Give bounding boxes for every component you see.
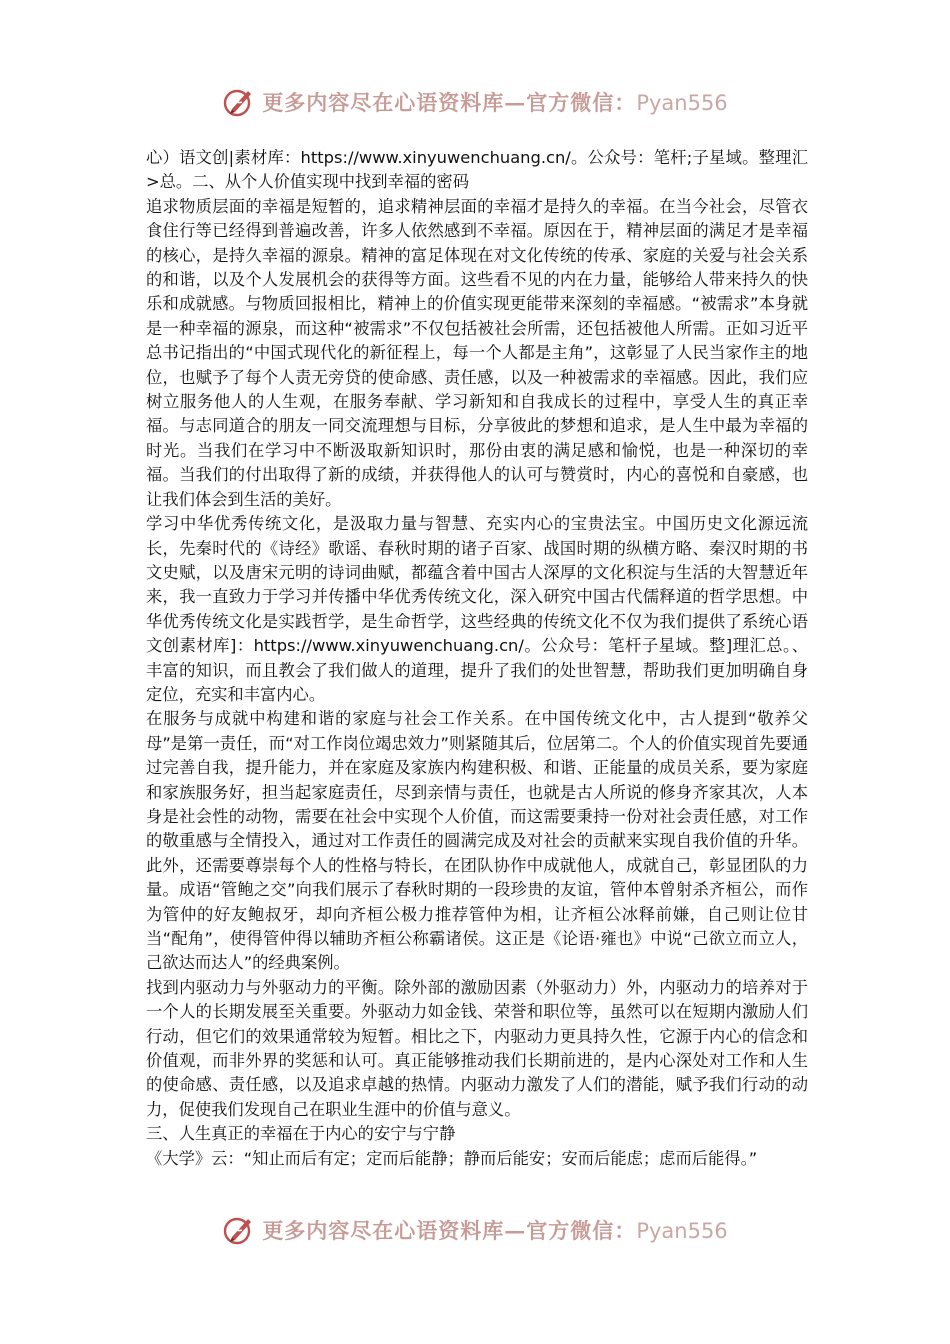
paragraph-daxue-quote: 《大学》云：“知止而后有定；定而后能静；静而后能安；安而后能虑；虑而后能得。” bbox=[146, 1148, 758, 1168]
footer-wechat-handle: Pyan556 bbox=[636, 1219, 728, 1243]
pen-logo-icon bbox=[222, 85, 256, 119]
paragraph-family-work-relations: 在服务与成就中构建和谐的家庭与社会工作关系。在中国传统文化中，古人提到“敬养父母”是第一责任，而“对工作岗位竭忠效力”则紧随其后，位居第二。个人的价值实现首先要通过完善自我，提升能力，并在家庭及家族内构建积极、和谐、正能量的成员关系，要为家庭和家族服务好，担当起家庭责任，尽到亲情与责任，也就是古人所说的修身齐家其次，人本身是社会性的动物，需要在社会中实现个人价值，而这需要秉持一份对社会责任感，对工作的敬重感与全情投入，通过对工作责任的圆满完成及对社会的贡献来实现自我价值的升华。此外，还需要尊崇每个人的性格与特长，在团队协作中成就他人，成就自己，彰显团队的力量。成语“管鲍之交”向我们展示了春秋时期的一段珍贵的友谊，管仲本曾射杀齐桓公，而作为管仲的好友鲍叔牙，却向齐桓公极力推荐管仲为相，让齐桓公冰释前嫌，自己则让位甘当“配角”，使得管仲得以辅助齐桓公称霸诸侯。这正是《论语·雍也》中说“己欲立而立人，己欲达而达人”的经典案例。 bbox=[146, 709, 808, 973]
footer-banner bbox=[0, 1208, 950, 1252]
paragraph-intro: 心）语文创|素材库：https://www.xinyuwenchuang.cn/。公众号：笔杆;子星域。整理汇>总。二、从个人价值实现中找到幸福的密码 bbox=[146, 148, 808, 192]
paragraph-traditional-culture: 学习中华优秀传统文化，是汲取力量与智慧、充实内心的宝贵法宝。中国历史文化源远流长，先秦时代的《诗经》歌谣、春秋时期的诸子百家、战国时期的纵横方略、秦汉时期的书文史赋，以及唐宋元明的诗词曲赋，都蕴含着中国古人深厚的文化积淀与生活的大智慧近年来，我一直致力于学习并传播中华优秀传统文化，深入研究中国古代儒释道的哲学思想。中华优秀传统文化是实践哲学，是生命哲学，这些经典的传统文化不仅为我们提供了系统心语文创素材库]：https://www.xinyuwenchuang.cn/。公众号：笔杆子星域。整]理汇总。、丰富的知识，而且教会了我们做人的道理，提升了我们的处世智慧，帮助我们更加明确自身定位，充实和丰富内心。 bbox=[146, 514, 808, 704]
document-body bbox=[146, 146, 808, 1171]
section-heading-3: 三、人生真正的幸福在于内心的安宁与宁静 bbox=[146, 1124, 456, 1144]
paragraph-intrinsic-motivation: 找到内驱动力与外驱动力的平衡。除外部的激励因素（外驱动力）外，内驱动力的培养对于一个人的长期发展至关重要。外驱动力如金钱、荣誉和职位等，虽然可以在短期内激励人们行动，但它们的效果通常较为短暂。相比之下，内驱动力更具持久性，它源于内心的信念和价值观，而非外界的奖惩和认可。真正能够推动我们长期前进的，是内心深处对工作和人生的使命感、责任感，以及追求卓越的热情。内驱动力激发了人们的潜能，赋予我们行动的动力，促使我们发现自己在职业生涯中的价值与意义。 bbox=[146, 977, 808, 1119]
header-banner-text: 更多内容尽在心语资料库—官方微信：Pyan556 bbox=[262, 90, 728, 115]
header-wechat-handle: Pyan556 bbox=[636, 91, 728, 115]
header-banner bbox=[0, 80, 950, 124]
footer-banner-text: 更多内容尽在心语资料库—官方微信：Pyan556 bbox=[262, 1218, 728, 1243]
pen-logo-icon bbox=[222, 1213, 256, 1247]
paragraph-spiritual-happiness: 追求物质层面的幸福是短暂的，追求精神层面的幸福才是持久的幸福。在当今社会，尽管衣食住行等已经得到普遍改善，许多人依然感到不幸福。原因在于，精神层面的满足才是幸福的核心，是持久幸福的源泉。精神的富足体现在对文化传统的传承、家庭的关爱与社会关系的和谐，以及个人发展机会的获得等方面。这些看不见的内在力量，能够给人带来持久的快乐和成就感。与物质回报相比，精神上的价值实现更能带来深刻的幸福感。“被需求”本身就是一种幸福的源泉，而这种“被需求”不仅包括被社会所需，还包括被他人所需。正如习近平总书记指出的“中国式现代化的新征程上，每一个人都是主角”，这彰显了人民当家作主的地位，也赋予了每个人责无旁贷的使命感、责任感，以及一种被需求的幸福感。因此，我们应树立服务他人的人生观，在服务奉献、学习新知和自我成长的过程中，享受人生的真正幸福。与志同道合的朋友一同交流理想与目标，分享彼此的梦想和追求，是人生中最为幸福的时光。当我们在学习中不断汲取新知识时，那份由衷的满足感和愉悦，也是一种深切的幸福。当我们的付出取得了新的成绩，并获得他人的认可与赞赏时，内心的喜悦和自豪感，也让我们体会到生活的美好。 bbox=[146, 196, 808, 509]
